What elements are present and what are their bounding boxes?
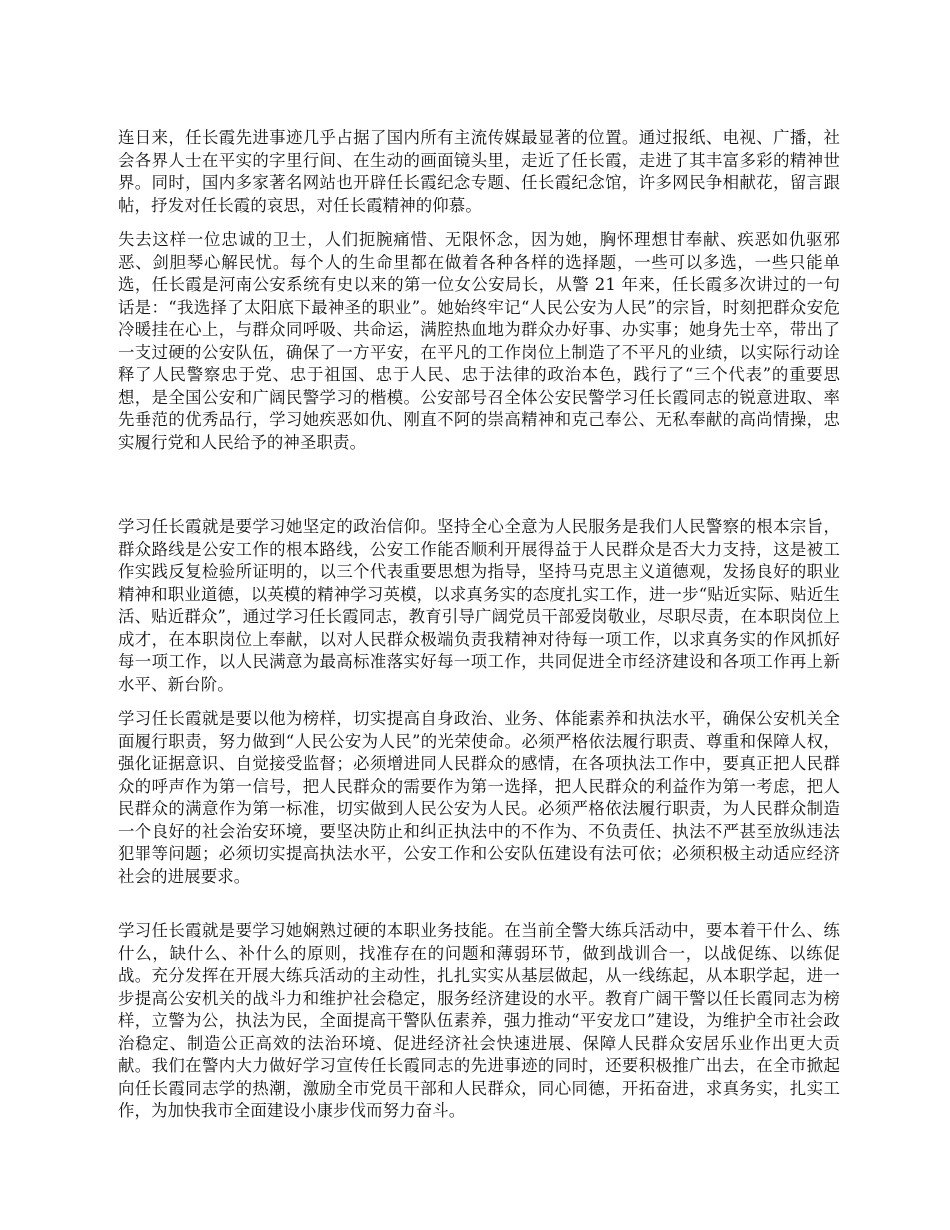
- paragraph-role-model: 学习任长霞就是要以他为榜样，切实提高自身政治、业务、体能素养和执法水平，确保公安机关全面履行职责，努力做到“人民公安为人民”的光荣使命。必须严格依法履行职责、尊重和保障人权，强化证据意识、自觉接受监督；必须增进同人民群众的感情，在各项执法工作中，要真正把人民群众的呼声作为第一信号，把人民群众的需要作为第一选择，把人民群众的利益作为第一考虑，把人民群众的满意作为第一标准，切实做到人民公安为人民。必须严格依法履行职责，为人民群众制造一个良好的社会治安环境，要坚决防止和纠正执法中的不作为、不负责任、执法不严甚至放纵违法犯罪等问题；必须切实提高执法水平，公安工作和公安队伍建设有法可依；必须积极主动适应经济社会的进展要求。: [118, 709, 840, 886]
- paragraph-political-belief: 学习任长霞就是要学习她坚定的政治信仰。坚持全心全意为人民服务是我们人民警察的根本宗旨，群众路线是公安工作的根本路线，公安工作能否顺利开展得益于人民群众是否大力支持，这是被工作实践反复检验所证明的，以三个代表重要思想为指导，坚持马克思主义道德观，发扬良好的职业精神和职业道德，以英模的精神学习英模，以求真务实的态度扎实工作，进一步“贴近实际、贴近生活、贴近群众”，通过学习任长霞同志，教育引导广阔党员干部爱岗敬业，尽职尽责，在本职岗位上成才，在本职岗位上奉献，以对人民群众极端负责我精神对待每一项工作，以求真务实的作风抓好每一项工作，以人民满意为最高标准落实好每一项工作，共同促进全市经济建设和各项工作再上新水平、新台阶。: [118, 517, 840, 694]
- paragraph-intro: 连日来，任长霞先进事迹几乎占据了国内所有主流传媒最显著的位置。通过报纸、电视、广播，社会各界人士在平实的字里行间、在生动的画面镜头里，走近了任长霞，走进了其丰富多彩的精神世界。同时，国内多家著名网站也开辟任长霞纪念专题、任长霞纪念馆，许多网民争相献花，留言跟帖，抒发对任长霞的哀思，对任长霞精神的仰慕。: [118, 128, 840, 215]
- paragraph-loyal-guard: 失去这样一位忠诚的卫士，人们扼腕痛惜、无限怀念，因为她，胸怀理想甘奉献、疾恶如仇驱邪恶、剑胆琴心解民忧。每个人的生命里都在做着各种各样的选择题，一些可以多选，一些只能单选，任长霞是河南公安系统有史以来的第一位女公安局长，从警 21 年来，任长霞多次讲过的一句话是：“我选择了太阳底下最神圣的职业”。她始终牢记“人民公安为人民”的宗旨，时刻把群众安危冷暖挂在心上，与群众同呼吸、共命运，满腔热血地为群众办好事、办实事；她身先士卒，带出了一支过硬的公安队伍，确保了一方平安，在平凡的工作岗位上制造了不平凡的业绩，以实际行动诠释了人民警察忠于党、忠于祖国、忠于人民、忠于法律的政治本色，践行了“三个代表”的重要思想，是全国公安和广阔民警学习的楷模。公安部号召全体公安民警学习任长霞同志的锐意进取、率先垂范的优秀品行，学习她疾恶如仇、刚直不阿的崇高精神和克己奉公、无私奉献的高尚情操，忠实履行党和人民给予的神圣职责。: [118, 230, 840, 452]
- paragraph-professional-skills: 学习任长霞就是要学习她娴熟过硬的本职业务技能。在当前全警大练兵活动中，要本着干什么、练什么，缺什么、补什么的原则，找准存在的问题和薄弱环节，做到战训合一，以战促练、以练促战。充分发挥在开展大练兵活动的主动性，扎扎实实从基层做起，从一线练起，从本职学起，进一步提高公安机关的战斗力和维护社会稳定，服务经济建设的水平。教育广阔干警以任长霞同志为榜样，立警为公，执法为民，全面提高干警队伍素养，强力推动“平安龙口”建设，为维护全市社会政治稳定、制造公正高效的法治环境、促进经济社会快速进展、保障人民群众安居乐业作出更大贡献。我们在警内大力做好学习宣传任长霞同志的先进事迹的同时，还要积极推广出去，在全市掀起向任长霞同志学的热潮，激励全市党员干部和人民群众，同心同德，开拓奋进，求真务实，扎实工作，为加快我市全面建设小康步伐而努力奋斗。: [118, 921, 840, 1120]
